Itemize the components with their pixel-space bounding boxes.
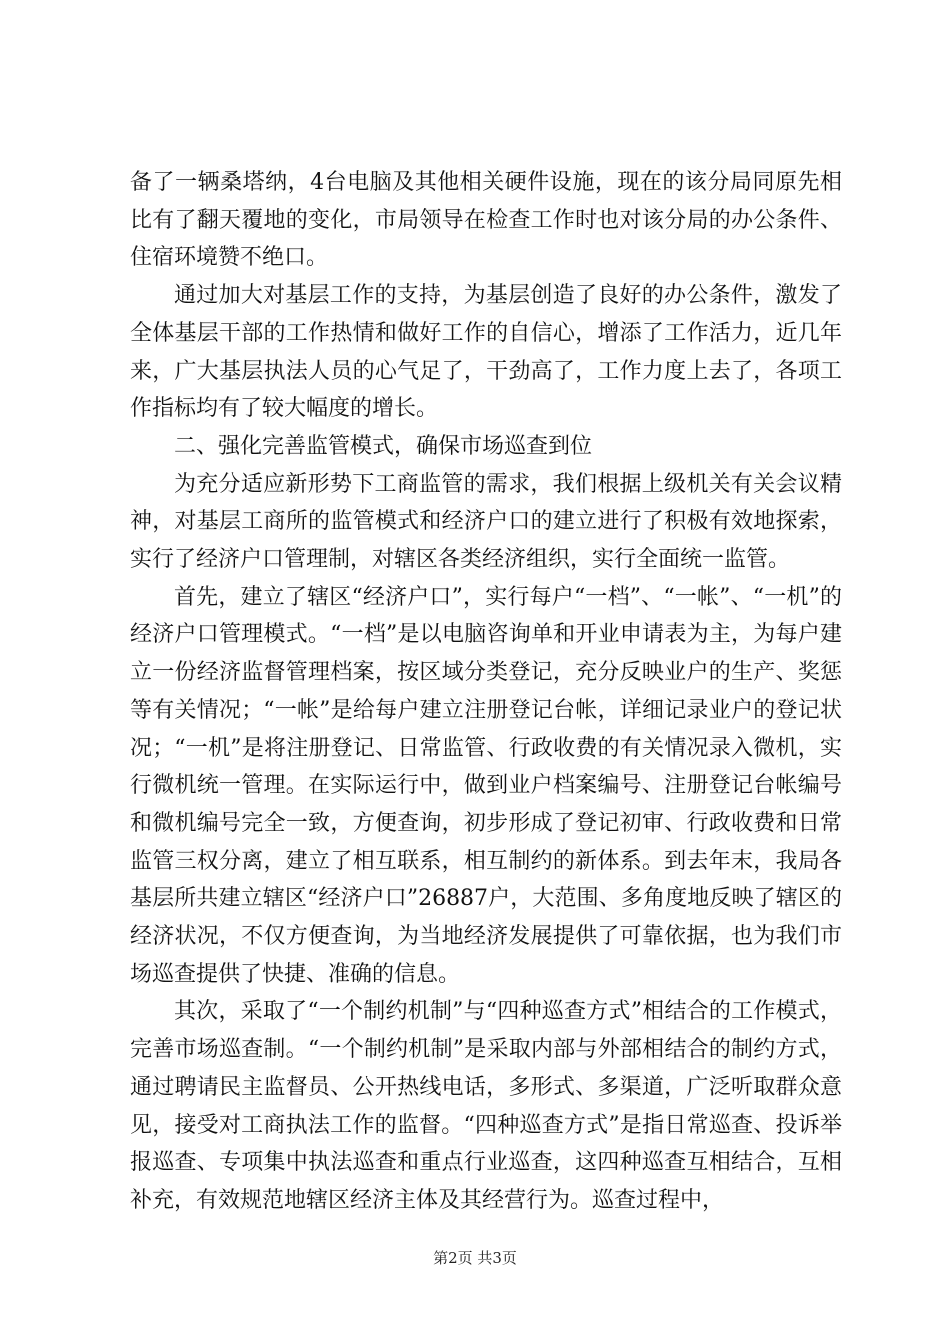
- paragraph-3: 为充分适应新形势下工商监管的需求，我们根据上级机关有关会议精神，对基层工商所的监管模式和经济户口的建立进行了积极有效地探索，实行了经济户口管理制，对辖区各类经济组织，实行全面统一监管。: [130, 471, 842, 573]
- paragraph-4: 首先，建立了辖区“经济户口”，实行每户“一档”、“一帐”、“一机”的经济户口管理模式。“一档”是以电脑咨询单和开业申请表为主，为每户建立一份经济监督管理档案，按区域分类登记，充分反映业户的生产、奖惩等有关情况；“一帐”是给每户建立注册登记台帐，详细记录业户的登记状况；“一机”是将注册登记、日常监管、行政收费的有关情况录入微机，实行微机统一管理。在实际运行中，做到业户档案编号、注册登记台帐编号和微机编号完全一致，方便查询，初步形成了登记初审、行政收费和日常监管三权分离，建立了相互联系，相互制约的新体系。到去年末，我局各基层所共建立辖区“经济户口”26887户，大范围、多角度地反映了辖区的经济状况，不仅方便查询，为当地经济发展提供了可靠依据，也为我们市场巡查提供了快捷、准确的信息。: [130, 584, 842, 987]
- section-heading: 二、强化完善监管模式，确保市场巡查到位: [174, 433, 593, 459]
- paragraph-2: 通过加大对基层工作的支持，为基层创造了良好的办公条件，激发了全体基层干部的工作热情和做好工作的自信心，增添了工作活力，近几年来，广大基层执法人员的心气足了，干劲高了，工作力度上去了，各项工作指标均有了较大幅度的增长。: [130, 283, 842, 422]
- paragraph-1: 备了一辆桑塔纳，4台电脑及其他相关硬件设施，现在的该分局同原先相比有了翻天覆地的变化，市局领导在检查工作时也对该分局的办公条件、住宿环境赞不绝口。: [130, 170, 842, 271]
- document-body: [130, 164, 842, 1220]
- paragraph-5: 其次，采取了“一个制约机制”与“四种巡查方式”相结合的工作模式，完善市场巡查制。“一个制约机制”是采取内部与外部相结合的制约方式，通过聘请民主监督员、公开热线电话，多形式、多渠道，广泛听取群众意见，接受对工商执法工作的监督。“四种巡查方式”是指日常巡查、投诉举报巡查、专项集中执法巡查和重点行业巡查，这四种巡查互相结合，互相补充，有效规范地辖区经济主体及其经营行为。巡查过程中，: [130, 999, 842, 1213]
- page-footer: 第2页 共3页: [433, 1249, 517, 1267]
